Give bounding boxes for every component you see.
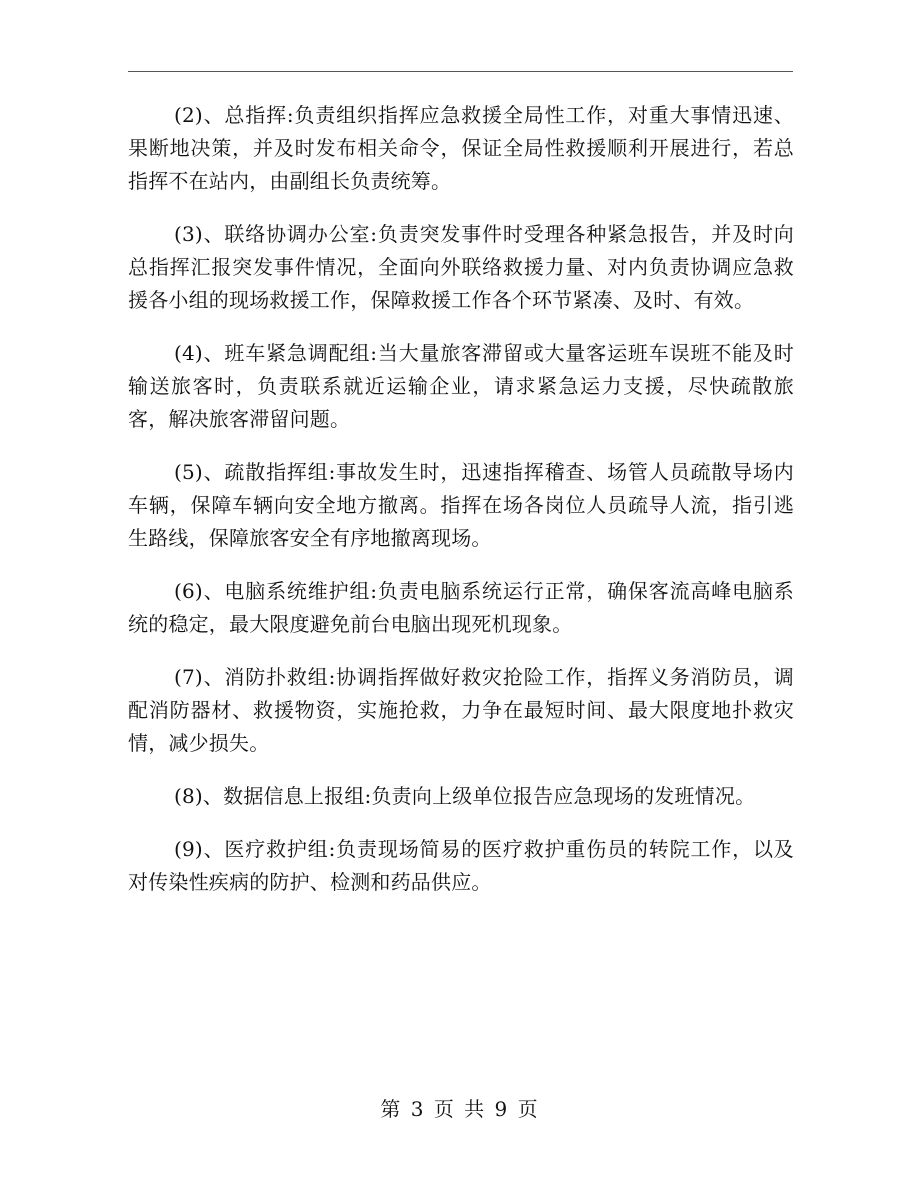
paragraph-3: (3)、联络协调办公室:负责突发事件时受理各种紧急报告，并及时向总指挥汇报突发事件情况，全面向外联络救援力量、对内负责协调应急救援各小组的现场救援工作，保障救援工作各个环节紧凑、及时、有效。 — [128, 222, 794, 312]
header-rule — [128, 71, 793, 72]
document-body — [128, 99, 794, 919]
page-number: 第 3 页 共 9 页 — [380, 1097, 540, 1121]
paragraph-6: (6)、电脑系统维护组:负责电脑系统运行正常，确保客流高峰电脑系统的稳定，最大限度避免前台电脑出现死机现象。 — [128, 579, 794, 636]
paragraph-5: (5)、疏散指挥组:事故发生时，迅速指挥稽查、场管人员疏散导场内车辆，保障车辆向安全地方撤离。指挥在场各岗位人员疏导人流，指引逃生路线，保障旅客安全有序地撤离现场。 — [128, 460, 794, 550]
paragraph-9: (9)、医疗救护组:负责现场简易的医疗救护重伤员的转院工作，以及对传染性疾病的防护、检测和药品供应。 — [128, 837, 794, 894]
paragraph-2: (2)、总指挥:负责组织指挥应急救援全局性工作，对重大事情迅速、果断地决策，并及时发布相关命令，保证全局性救援顺利开展进行，若总指挥不在站内，由副组长负责统筹。 — [128, 103, 794, 193]
paragraph-7: (7)、消防扑救组:协调指挥做好救灾抢险工作，指挥义务消防员，调配消防器材、救援物资，实施抢救，力争在最短时间、最大限度地扑救灾情，减少损失。 — [128, 665, 794, 755]
paragraph-8: (8)、数据信息上报组:负责向上级单位报告应急现场的发班情况。 — [174, 784, 756, 808]
paragraph-4: (4)、班车紧急调配组:当大量旅客滞留或大量客运班车误班不能及时输送旅客时，负责联系就近运输企业，请求紧急运力支援，尽快疏散旅客，解决旅客滞留问题。 — [128, 341, 794, 431]
